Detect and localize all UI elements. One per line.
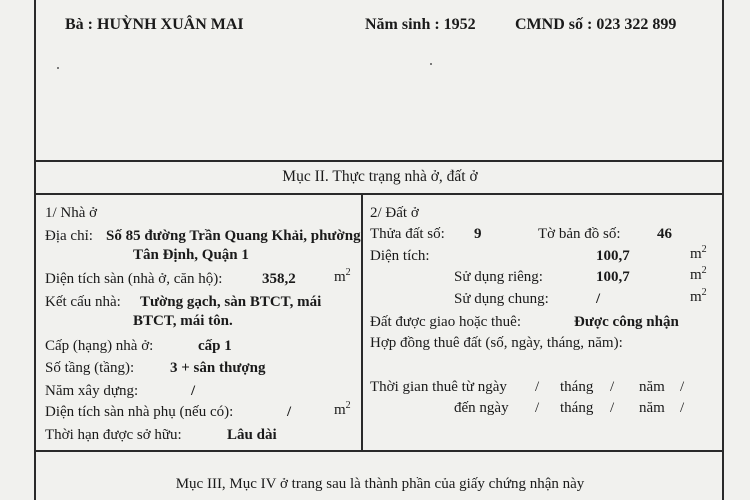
- aux-area-value: /: [287, 404, 292, 420]
- footer-note: Mục III, Mục IV ở trang sau là thành phần của giấy chứng nhận này: [175, 476, 585, 492]
- lease-to-month-label: tháng: [560, 400, 594, 416]
- plot-value: 9: [474, 226, 482, 242]
- birth-year: Năm sinh : 1952: [365, 16, 476, 33]
- lease-from-month-label: tháng: [560, 379, 594, 395]
- owner-name: Bà : HUỲNH XUÂN MAI: [65, 16, 244, 33]
- private-use-unit: $m^2$: [690, 265, 707, 283]
- floor-area-value: 358,2: [262, 271, 296, 287]
- structure-line2: BTCT, mái tôn.: [133, 313, 233, 329]
- lease-from-label: Thời gian thuê từ ngày: [370, 379, 507, 395]
- term-label: Thời hạn được sở hữu:: [45, 427, 182, 443]
- structure-label: Kết cấu nhà:: [45, 294, 121, 310]
- land-heading: 2/ Đất ở: [370, 205, 419, 221]
- id-number: CMND số : 023 322 899: [515, 16, 677, 33]
- area-unit: $m^2$: [690, 244, 707, 262]
- year-built-value: /: [191, 383, 196, 399]
- lease-to-day-slash: /: [535, 400, 540, 416]
- section-top-rule: [34, 160, 724, 162]
- year-built-label: Năm xây dựng:: [45, 383, 139, 399]
- section-title: Mục II. Thực trạng nhà ở, đất ở: [282, 168, 478, 185]
- shared-use-value: /: [596, 291, 601, 307]
- lease-to-label: đến ngày: [454, 400, 509, 416]
- lease-from-month-slash: /: [610, 379, 615, 395]
- house-heading: 1/ Nhà ở: [45, 205, 98, 221]
- lease-to-year-slash: /: [680, 400, 685, 416]
- area-value: 100,7: [596, 248, 630, 264]
- allocation-value: Được công nhận: [574, 314, 679, 330]
- map-value: 46: [657, 226, 672, 242]
- floor-area-label: Diện tích sàn (nhà ở, căn hộ):: [45, 271, 223, 287]
- lease-from-year-slash: /: [680, 379, 685, 395]
- lease-from-year-label: năm: [639, 379, 665, 395]
- column-divider: [361, 194, 363, 450]
- address-label: Địa chỉ:: [45, 228, 93, 244]
- aux-area-unit: $m^2$: [334, 400, 351, 418]
- lease-contract-label: Hợp đồng thuê đất (số, ngày, tháng, năm):: [370, 335, 623, 351]
- allocation-label: Đất được giao hoặc thuê:: [370, 314, 522, 330]
- frame-right-border: [722, 0, 724, 500]
- floors-label: Số tầng (tầng):: [45, 360, 135, 376]
- floors-value: 3 + sân thượng: [170, 360, 266, 376]
- area-label: Diện tích:: [370, 248, 430, 264]
- aux-area-label: Diện tích sàn nhà phụ (nếu có):: [45, 404, 234, 420]
- private-use-label: Sử dụng riêng:: [454, 269, 543, 285]
- address-line1: Số 85 đường Trần Quang Khải, phường: [106, 228, 361, 244]
- section-title-rule: [34, 193, 724, 195]
- plot-label: Thửa đất số:: [370, 226, 445, 242]
- structure-line1: Tường gạch, sàn BTCT, mái: [140, 294, 322, 310]
- speck: [430, 63, 432, 65]
- lease-from-day-slash: /: [535, 379, 540, 395]
- map-label: Tờ bản đồ số:: [538, 226, 621, 242]
- lease-to-month-slash: /: [610, 400, 615, 416]
- frame-left-border: [34, 0, 36, 500]
- term-value: Lâu dài: [227, 427, 277, 443]
- shared-use-unit: $m^2$: [690, 287, 707, 305]
- floor-area-unit: $m^2$: [334, 267, 351, 285]
- section-bottom-rule: [34, 450, 724, 452]
- lease-to-year-label: năm: [639, 400, 665, 416]
- private-use-value: 100,7: [596, 269, 630, 285]
- grade-value: cấp 1: [198, 338, 232, 354]
- speck: [57, 67, 59, 69]
- shared-use-label: Sử dụng chung:: [454, 291, 549, 307]
- address-line2: Tân Định, Quận 1: [133, 247, 249, 263]
- grade-label: Cấp (hạng) nhà ở:: [45, 338, 154, 354]
